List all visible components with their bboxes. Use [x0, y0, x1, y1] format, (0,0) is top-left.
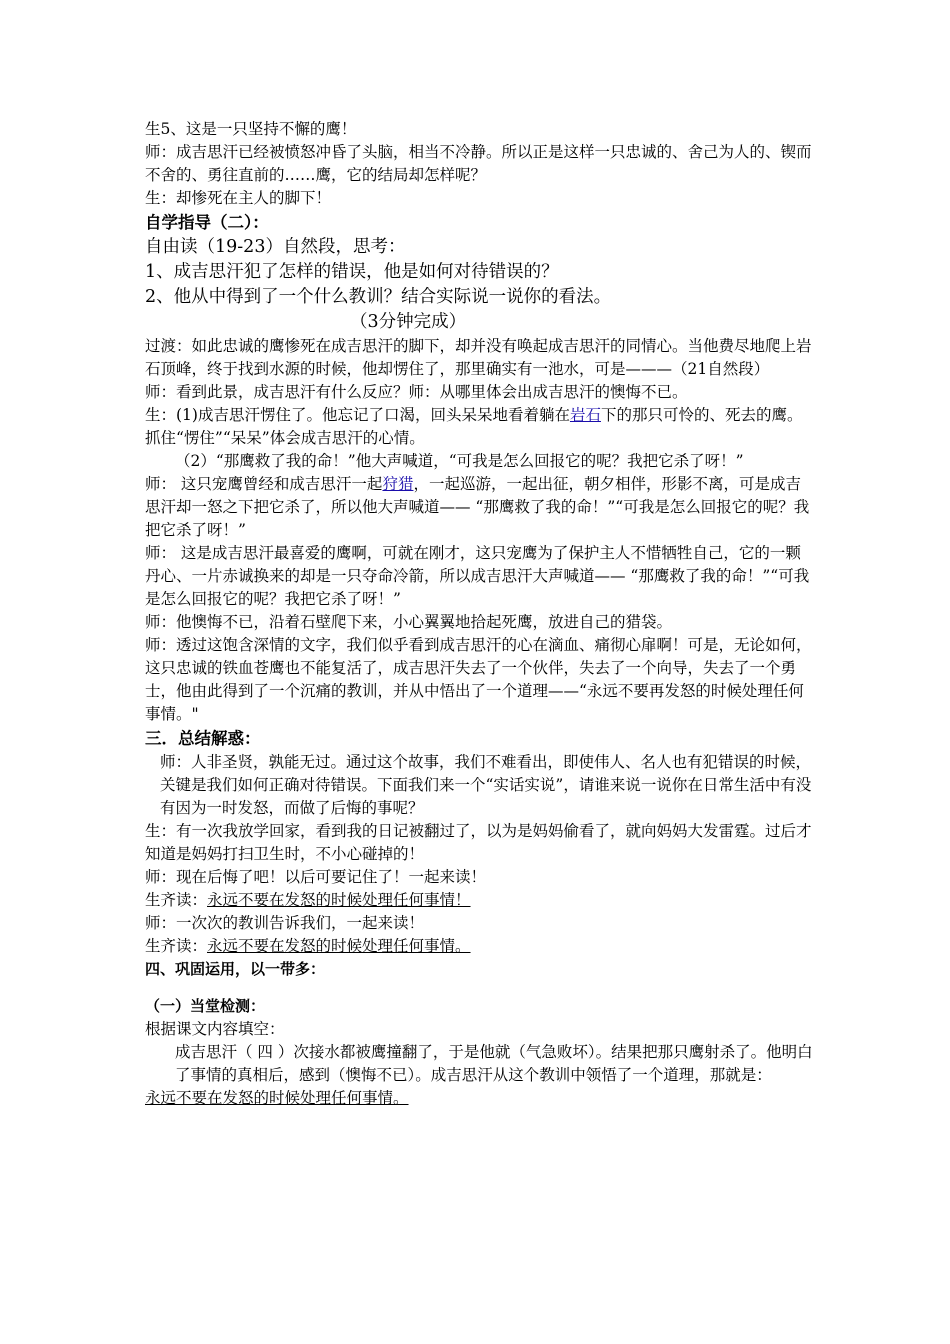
- student-line-5: 生5、这是一只坚持不懈的鹰！: [145, 120, 357, 138]
- choral-reading-2: [145, 935, 813, 958]
- paragraph-text-start: 师： 这只宠鹰曾经和成吉思汗一起: [145, 475, 383, 493]
- subsection-heading-test: （一）当堂检测：: [145, 997, 266, 1015]
- teacher-paragraph-favorite-eagle: 师： 这是成吉思汗最喜爱的鹰啊，可就在刚才，这只宠鹰为了保护主人不惜牺牲自己，它的一颗丹心、一片赤诚换来的却是一只夺命冷箭，所以成吉思汗大声喊道—— “那鹰救了我的命！”“可我是怎么回报它的呢？我把它杀了呀！”: [145, 544, 810, 608]
- question-2: 2、他从中得到了一个什么教训？结合实际说一说你的看法。: [145, 287, 612, 307]
- reading-instruction: 自由读（19-23）自然段，思考：: [145, 237, 406, 257]
- spacer: [145, 981, 813, 995]
- choral-label: 生齐读：: [145, 937, 208, 955]
- choral-text: 永远不要在发怒的时候处理任何事情。: [207, 937, 471, 955]
- teacher-paragraph-summary: 师：人非圣贤，孰能无过。通过这个故事，我们不难看出，即使伟人、名人也有犯错误的时候，关键是我们如何正确对待错误。下面我们来一个“实话实说”，请谁来说一说你在日常生活中有没有因为一时发怒，而做了后悔的事呢？: [160, 753, 812, 817]
- teacher-line: 师：成吉思汗已经被愤怒冲昏了头脑，相当不冷静。所以正是这样一只忠诚的、舍己为人的、锲而不舍的、勇往直前的……鹰，它的结局却怎样呢？: [145, 143, 812, 184]
- fill-blank-answer: [145, 1087, 813, 1110]
- time-note: （3分钟完成）: [350, 312, 467, 332]
- teacher-prompt-2: 师：一次次的教训告诉我们，一起来读！: [145, 914, 425, 932]
- answer-text-end: 下的那只可怜的、死去的鹰。抓住“愣住”“呆呆”体会成吉思汗的心情。: [145, 406, 803, 447]
- student-story: 生：有一次我放学回家，看到我的日记被翻过了，以为是妈妈偷看了，就向妈妈大发雷霆。过后才知道是妈妈打扫卫生时，不小心碰掉的！: [145, 822, 812, 863]
- teacher-prompt: 师：现在后悔了吧！以后可要记住了！一起来读！: [145, 868, 487, 886]
- answer-text-start: 生：(1)成吉思汗愣住了。他忘记了口渴，回头呆呆地看着躺在: [145, 406, 570, 424]
- question-1: 1、成吉思汗犯了怎样的错误，他是如何对待错误的？: [145, 262, 559, 282]
- student-answer-2: （2）“那鹰救了我的命！”他大声喊道，“可我是怎么回报它的呢？我把它杀了呀！”: [175, 452, 744, 470]
- fill-blank-instruction: 根据课文内容填空：: [145, 1020, 285, 1038]
- student-answer-1: [145, 404, 813, 450]
- transition-paragraph: 过渡：如此忠诚的鹰惨死在成吉思汗的脚下，却并没有唤起成吉思汗的同情心。当他费尽地爬上岩石顶峰，终于找到水源的时候，他却愣住了，那里确实有一池水，可是———（21自然段）: [145, 337, 812, 378]
- link-shoulie[interactable]: 狩猎: [382, 475, 414, 493]
- section-heading-three: 三．总结解惑：: [145, 729, 261, 748]
- fill-blank-paragraph: 成吉思汗（ 四 ）次接水都被鹰撞翻了，于是他就（气急败坏）。结果把那只鹰射杀了。他明白了事情的真相后，感到（懊悔不已）。成吉思汗从这个教训中领悟了一个道理，那就是：: [175, 1043, 813, 1084]
- document-page: [145, 118, 813, 1110]
- choral-text: 永远不要在发怒的时候处理任何事情！: [207, 891, 471, 909]
- teacher-line-regret: 师：他懊悔不已，沿着石壁爬下来，小心翼翼地拾起死鹰，放进自己的猎袋。: [145, 613, 673, 631]
- teacher-paragraph-lesson: 师：透过这饱含深情的文字，我们似乎看到成吉思汗的心在滴血、痛彻心扉啊！可是，无论如何，这只忠诚的铁血苍鹰也不能复活了，成吉思汗失去了一个伙伴，失去了一个向导，失去了一个勇士，他由此得到了一个沉痛的教训，并从中悟出了一个道理——“永远不要再发怒的时候处理任何事情。": [145, 636, 812, 723]
- choral-reading-1: [145, 889, 813, 912]
- choral-label: 生齐读：: [145, 891, 208, 909]
- link-yanshi[interactable]: 岩石: [569, 406, 601, 424]
- answer-underlined: 永远不要在发怒的时候处理任何事情。: [145, 1089, 409, 1107]
- teacher-paragraph-hunting: [145, 473, 813, 542]
- section-heading-four: 四、巩固运用，以一带多：: [145, 960, 326, 978]
- paragraph-text-end: ，一起巡游，一起出征，朝夕相伴，形影不离，可是成吉思汗却一怒之下把它杀了，所以他大声喊道—— “那鹰救了我的命！”“可我是怎么回报它的呢？我把它杀了呀！”: [145, 475, 810, 539]
- section-heading-guide-2: 自学指导（二）：: [145, 213, 269, 232]
- teacher-question: 师：看到此景，成吉思汗有什么反应？师：从哪里体会出成吉思汗的懊悔不已。: [145, 383, 688, 401]
- student-line: 生：却惨死在主人的脚下！: [145, 189, 332, 207]
